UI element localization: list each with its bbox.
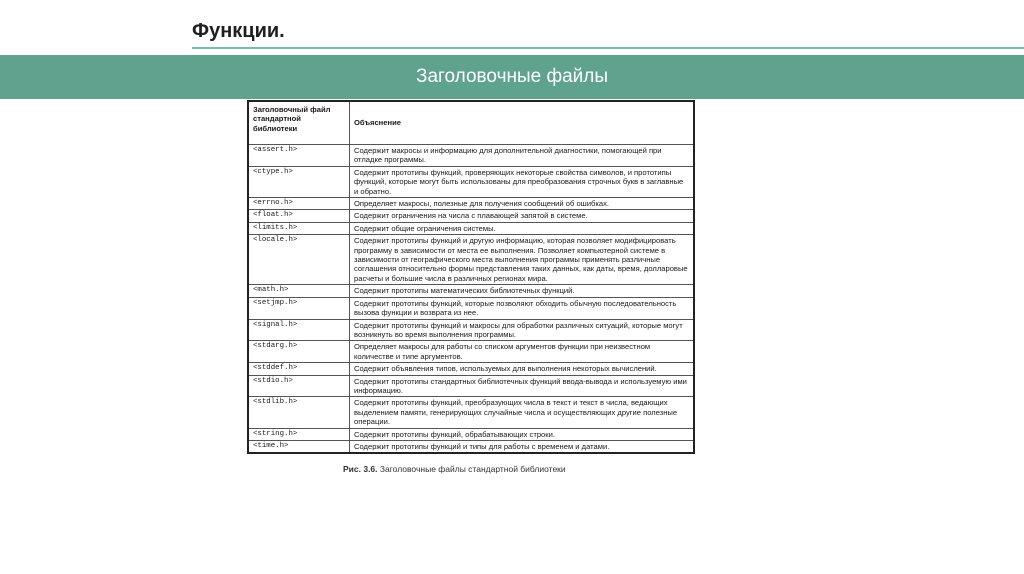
header-file-description: Содержит прототипы функций, проверяющих некоторые свойства символов, и прототипы функций, которые могут быть использованы для преобразования строчных букв в заглавные и обратно.: [350, 166, 695, 197]
header-file-name: <stdio.h>: [248, 375, 350, 397]
header-file-name: <stddef.h>: [248, 363, 350, 375]
header-file-name: <string.h>: [248, 428, 350, 440]
table-row: [248, 198, 694, 210]
header-file-name: <stdarg.h>: [248, 341, 350, 363]
table-row: [248, 297, 694, 319]
header-file-description: Содержит общие ограничения системы.: [350, 222, 695, 234]
table-header-row: [248, 101, 694, 145]
header-file-name: <assert.h>: [248, 145, 350, 167]
caption-label: Рис. 3.6.: [343, 464, 378, 475]
header-file-name: <ctype.h>: [248, 166, 350, 197]
caption-text: Заголовочные файлы стандартной библиотеки: [379, 464, 566, 475]
table-row: [248, 222, 694, 234]
column-header-file: Заголовочный файл стандартной библиотеки: [248, 101, 350, 145]
header-file-description: Содержит прототипы функций, преобразующих числа в текст и текст в числа, ведающих выделением памяти, генерирующих случайные числа и осуществляющих другие полезные операции.: [350, 397, 695, 428]
table-row: [248, 235, 694, 285]
column-header-explanation: Объяснение: [350, 101, 695, 145]
header-file-name: <signal.h>: [248, 319, 350, 341]
header-file-description: Содержит прототипы функций, обрабатывающих строки.: [350, 428, 695, 440]
header-file-name: <math.h>: [248, 285, 350, 297]
header-file-description: Содержит прототипы функций и другую информацию, которая позволяет модифицировать программу в зависимости от места ее выполнения. Позволяет компьютерной системе в зависимости от географического места выполнения программы применять различные соглашения относительно формы представления таких данных, как даты, время, долларовые расчеты и большие числа в различных регионах мира.: [350, 235, 695, 285]
header-file-name: <locale.h>: [248, 235, 350, 285]
table-row: [248, 166, 694, 197]
title-underline: [192, 47, 1024, 49]
header-file-description: Содержит ограничения на числа с плавающей запятой в системе.: [350, 210, 695, 222]
banner-title: Заголовочные файлы: [415, 66, 609, 87]
header-file-description: Определяет макросы для работы со списком аргументов функции при неизвестном количестве и типе аргументов.: [350, 341, 695, 363]
header-file-name: <errno.h>: [248, 198, 350, 210]
header-file-description: Содержит макросы и информацию для дополнительной диагностики, помогающей при отладке программы.: [350, 145, 695, 167]
header-file-description: Содержит прототипы функций и макросы для обработки различных ситуаций, которые могут возникнуть во время выполнения программы.: [350, 319, 695, 341]
table-figure: [247, 100, 695, 474]
header-file-description: Содержит прототипы функций, которые позволяют обходить обычную последовательность вызова функции и возврата из нее.: [350, 297, 695, 319]
slide-title: Функции.: [192, 20, 285, 42]
table-row: [248, 319, 694, 341]
table-row: [248, 363, 694, 375]
section-banner: [0, 55, 1024, 99]
table-body: [248, 145, 694, 454]
table-row: [248, 375, 694, 397]
header-file-name: <stdlib.h>: [248, 397, 350, 428]
header-file-description: Содержит прототипы математических библиотечных функций.: [350, 285, 695, 297]
table-row: [248, 397, 694, 428]
table-row: [248, 285, 694, 297]
header-file-name: <limits.h>: [248, 222, 350, 234]
header-file-description: Определяет макросы, полезные для получения сообщений об ошибках.: [350, 198, 695, 210]
table-row: [248, 145, 694, 167]
header-file-name: <setjmp.h>: [248, 297, 350, 319]
header-file-name: <float.h>: [248, 210, 350, 222]
header-file-description: Содержит прототипы функций и типы для работы с временем и датами.: [350, 440, 695, 453]
header-files-table: [247, 100, 695, 454]
table-row: [248, 210, 694, 222]
table-row: [248, 341, 694, 363]
header-file-description: Содержит прототипы стандартных библиотечных функций ввода-вывода и используемую ими информацию.: [350, 375, 695, 397]
header-file-description: Содержит объявления типов, используемых для выполнения некоторых вычислений.: [350, 363, 695, 375]
table-row: [248, 440, 694, 453]
figure-caption: [343, 464, 695, 474]
header-file-name: <time.h>: [248, 440, 350, 453]
table-row: [248, 428, 694, 440]
